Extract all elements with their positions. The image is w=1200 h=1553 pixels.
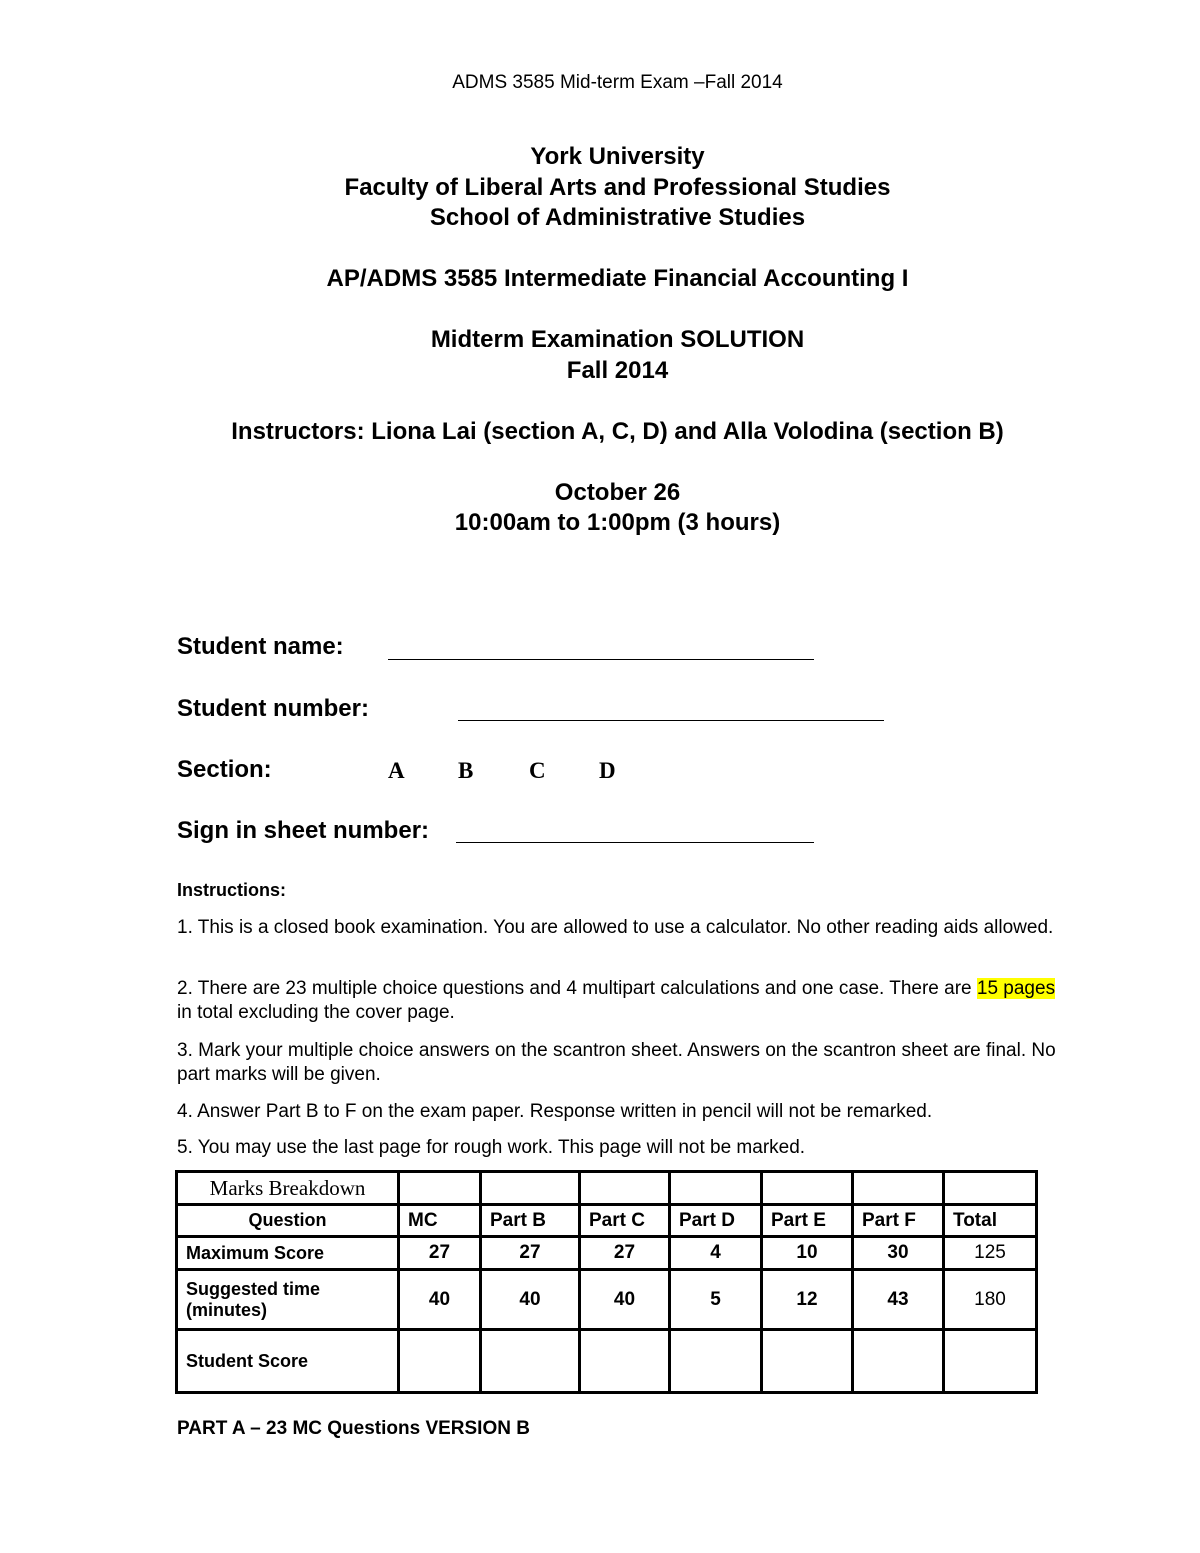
max-part-c: 27 [580,1237,670,1270]
section-option-b[interactable]: B [458,758,474,783]
exam-time: 10:00am to 1:00pm (3 hours) [454,509,781,536]
instruction-1: 1. This is a closed book examination. You are allowed to use a calculator. No other reading aids allowed. [177,917,1054,938]
max-mc: 27 [399,1237,481,1270]
suggested-time-label: Suggested time (minutes) [177,1270,399,1330]
section-option-c[interactable]: C [529,758,546,783]
instructions-heading: Instructions: [177,880,287,900]
col-mc: MC [399,1205,481,1237]
col-part-c: Part C [580,1205,670,1237]
time-part-f: 43 [853,1270,944,1330]
table-row [177,1330,1037,1393]
table-row [177,1270,1037,1330]
max-part-b: 27 [481,1237,580,1270]
score-part-d[interactable] [670,1330,762,1393]
max-part-e: 10 [762,1237,853,1270]
sign-in-label: Sign in sheet number: [177,817,430,844]
section-option-a[interactable]: A [388,758,405,783]
highlighted-page-count: 15 pages [976,978,1056,999]
question-header: Question [177,1205,399,1237]
instructors: Instructors: Liona Lai (section A, C, D) and Alla Volodina (section B) [231,417,1004,445]
score-mc[interactable] [399,1330,481,1393]
max-score-label: Maximum Score [177,1237,399,1270]
instruction-2: 2. There are 23 multiple choice questions and 4 multipart calculations and one case. There are 15 pages in total excluding the cover page. [177,978,1056,1023]
student-number-label: Student number: [177,695,369,722]
table-row [177,1205,1037,1237]
school-name: School of Administrative Studies [429,204,806,231]
time-part-c: 40 [580,1270,670,1330]
time-part-d: 5 [670,1270,762,1330]
exam-date: October 26 [554,478,681,506]
faculty-name: Faculty of Liberal Arts and Professional Studies [344,173,891,201]
col-part-d: Part D [670,1205,762,1237]
student-name-label: Student name: [177,633,344,660]
col-part-b: Part B [481,1205,580,1237]
time-part-e: 12 [762,1270,853,1330]
col-part-f: Part F [853,1205,944,1237]
section-option-d[interactable]: D [599,758,616,783]
title-block [0,142,1200,539]
max-total: 125 [944,1237,1037,1270]
page-header: ADMS 3585 Mid-term Exam –Fall 2014 [452,72,783,93]
student-score-label: Student Score [177,1330,399,1393]
instruction-4: 4. Answer Part B to F on the exam paper. Response written in pencil will not be remarked. [177,1101,933,1122]
score-part-e[interactable] [762,1330,853,1393]
exam-title: Midterm Examination SOLUTION [430,326,805,353]
score-part-c[interactable] [580,1330,670,1393]
course-title: AP/ADMS 3585 Intermediate Financial Accounting I [326,265,909,292]
section-label: Section: [177,756,272,783]
student-name-field[interactable] [388,659,814,660]
exam-term: Fall 2014 [566,356,669,384]
instruction-3: 3. Mark your multiple choice answers on the scantron sheet. Answers on the scantron sheet are final. No part marks will be given. [177,1040,1056,1085]
instruction-5: 5. You may use the last page for rough work. This page will not be marked. [177,1137,806,1158]
col-part-e: Part E [762,1205,853,1237]
time-mc: 40 [399,1270,481,1330]
table-row [177,1237,1037,1270]
score-part-f[interactable] [853,1330,944,1393]
table-row [177,1172,1037,1205]
part-a-heading: PART A – 23 MC Questions VERSION B [177,1418,530,1439]
max-part-d: 4 [670,1237,762,1270]
score-part-b[interactable] [481,1330,580,1393]
time-total: 180 [944,1270,1037,1330]
marks-breakdown-table [175,1170,1038,1394]
student-number-field[interactable] [458,720,884,721]
table-caption: Marks Breakdown [177,1172,399,1205]
score-total[interactable] [944,1330,1037,1393]
time-part-b: 40 [481,1270,580,1330]
max-part-f: 30 [853,1237,944,1270]
sign-in-field[interactable] [456,842,814,843]
university-name: York University [530,143,705,170]
col-total: Total [944,1205,1037,1237]
